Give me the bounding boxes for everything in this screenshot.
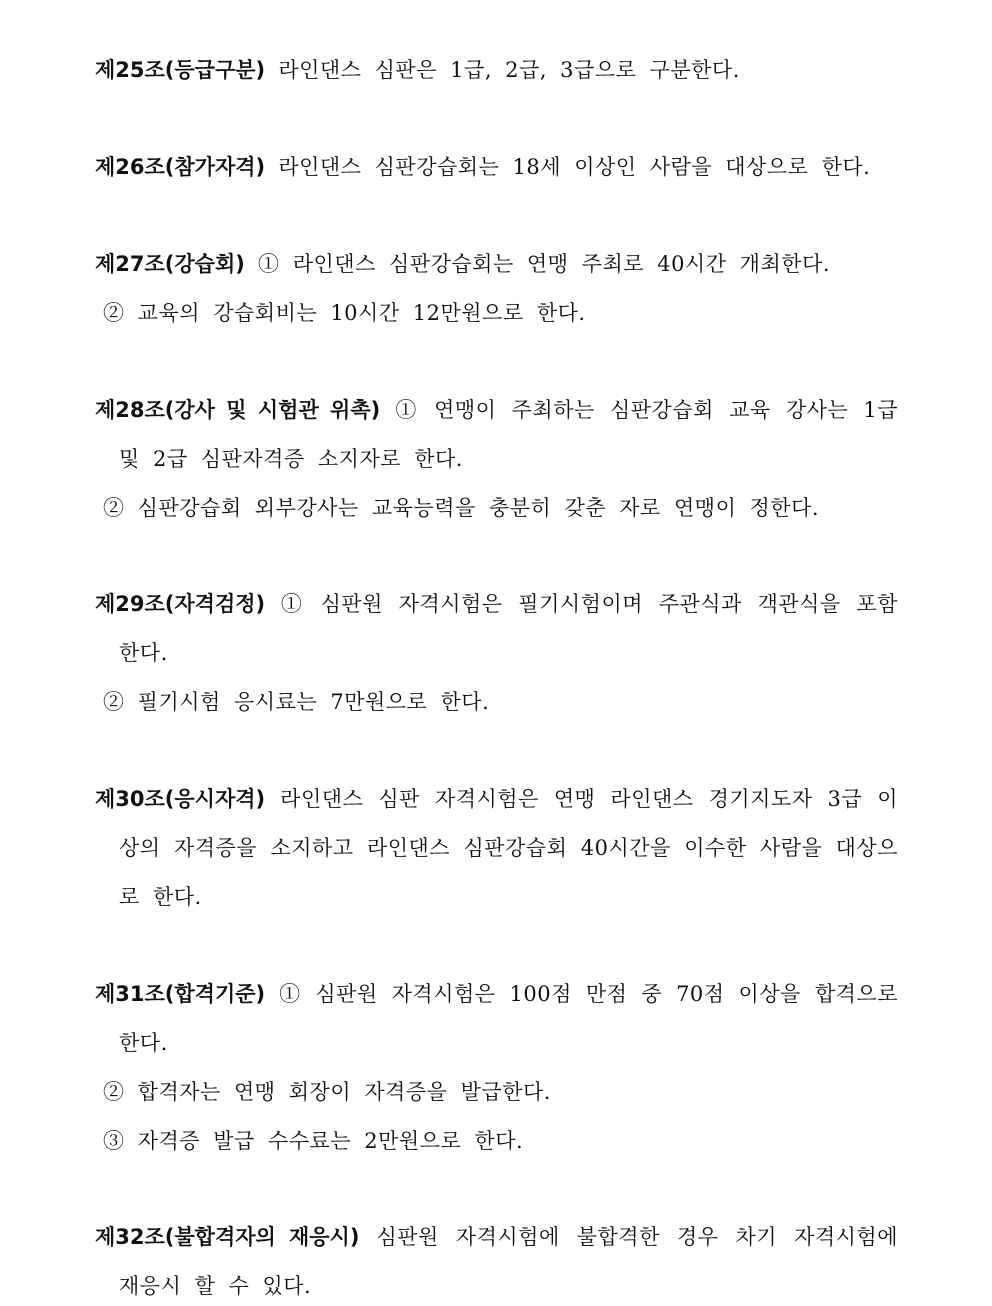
article-30-continuation-1: 상의 자격증을 소지하고 라인댄스 심판강습회 40시간을 이수한 사람을 대상으: [119, 836, 898, 860]
article-31-item-2: ② 합격자는 연맹 회장이 자격증을 발급한다.: [103, 1080, 551, 1104]
article-32-heading: 제32조(불합격자의 재응시): [95, 1225, 360, 1249]
article-28-text: ① 연맹이 주최하는 심판강습회 교육 강사는 1급: [395, 398, 899, 422]
article-31-line: [95, 979, 898, 1009]
article-31-text: ① 심판원 자격시험은 100점 만점 중 70점 이상을 합격으로: [279, 982, 898, 1006]
article-30-line: [95, 784, 898, 814]
article-27-heading: 제27조(강습회): [95, 252, 245, 276]
article-27-line: [95, 249, 898, 279]
article-29-text: ① 심판원 자격시험은 필기시험이며 주관식과 객관식을 포함: [280, 592, 898, 616]
article-27-item-2: ② 교육의 강습회비는 10시간 12만원으로 한다.: [103, 301, 586, 325]
article-29-item-2: ② 필기시험 응시료는 7만원으로 한다.: [103, 690, 490, 714]
article-32-text: 심판원 자격시험에 불합격한 경우 차기 자격시험에: [376, 1225, 898, 1249]
article-31-item-3: ③ 자격증 발급 수수료는 2만원으로 한다.: [103, 1129, 524, 1153]
article-25-heading: 제25조(등급구분): [95, 58, 266, 82]
article-25-text: 라인댄스 심판은 1급, 2급, 3급으로 구분한다.: [278, 58, 740, 82]
article-27-text: ① 라인댄스 심판강습회는 연맹 주최로 40시간 개최한다.: [258, 252, 830, 276]
article-31-continuation: 한다.: [119, 1031, 168, 1055]
article-29-heading: 제29조(자격검정): [95, 592, 266, 616]
article-30-continuation-2: 로 한다.: [119, 885, 202, 909]
article-32-line: [95, 1222, 898, 1252]
article-28-line: [95, 395, 898, 425]
article-26-line: [95, 152, 898, 182]
article-28-heading: 제28조(강사 및 시험관 위촉): [95, 398, 381, 422]
article-28-item-2: ② 심판강습회 외부강사는 교육능력을 충분히 갖춘 자로 연맹이 정한다.: [103, 496, 820, 520]
article-29-line: [95, 589, 898, 619]
article-28-continuation: 및 2급 심판자격증 소지자로 한다.: [119, 447, 463, 471]
article-26-text: 라인댄스 심판강습회는 18세 이상인 사람을 대상으로 한다.: [278, 155, 871, 179]
article-30-text: 라인댄스 심판 자격시험은 연맹 라인댄스 경기지도자 3급 이: [280, 787, 898, 811]
article-29-continuation: 한다.: [119, 641, 168, 665]
article-26-heading: 제26조(참가자격): [95, 155, 266, 179]
article-32-continuation: 재응시 할 수 있다.: [119, 1274, 312, 1298]
article-25-line: [95, 55, 898, 85]
article-31-heading: 제31조(합격기준): [95, 982, 266, 1006]
article-30-heading: 제30조(응시자격): [95, 787, 266, 811]
